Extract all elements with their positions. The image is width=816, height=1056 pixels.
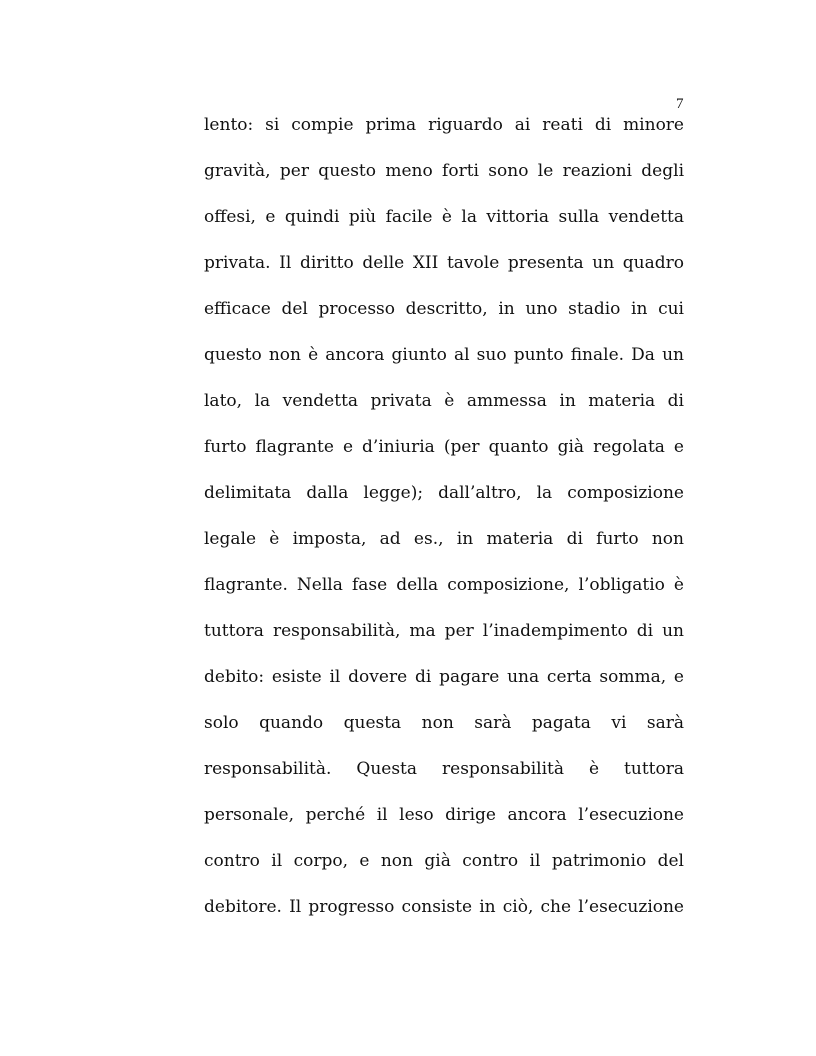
page-number: 7 [676, 96, 684, 112]
text-line: delimitata dalla legge); dall’altro, la composizione [204, 483, 684, 503]
text-line: questo non è ancora giunto al suo punto finale. Da un [204, 345, 684, 365]
text-line: legale è imposta, ad es., in materia di furto non [204, 529, 684, 549]
text-line: furto flagrante e d’iniuria (per quanto già regolata e [204, 437, 684, 457]
text-line: personale, perché il leso dirige ancora l’esecuzione [204, 805, 684, 825]
text-line: debito: esiste il dovere di pagare una certa somma, e [204, 667, 684, 687]
text-line: debitore. Il progresso consiste in ciò, che l’esecuzione [204, 897, 684, 917]
text-line: responsabilità. Questa responsabilità è tuttora [204, 759, 684, 779]
text-line: gravità, per questo meno forti sono le reazioni degli [204, 161, 684, 181]
text-line: efficace del processo descritto, in uno stadio in cui [204, 299, 684, 319]
text-line: solo quando questa non sarà pagata vi sarà [204, 713, 684, 733]
text-line: privata. Il diritto delle XII tavole presenta un quadro [204, 253, 684, 273]
body-text [204, 110, 684, 938]
text-line: offesi, e quindi più facile è la vittoria sulla vendetta [204, 207, 684, 227]
text-line: flagrante. Nella fase della composizione, l’obligatio è [204, 575, 684, 595]
text-line: contro il corpo, e non già contro il patrimonio del [204, 851, 684, 871]
text-line: tuttora responsabilità, ma per l’inadempimento di un [204, 621, 684, 641]
text-line: lento: si compie prima riguardo ai reati di minore [204, 115, 684, 135]
text-line: lato, la vendetta privata è ammessa in materia di [204, 391, 684, 411]
